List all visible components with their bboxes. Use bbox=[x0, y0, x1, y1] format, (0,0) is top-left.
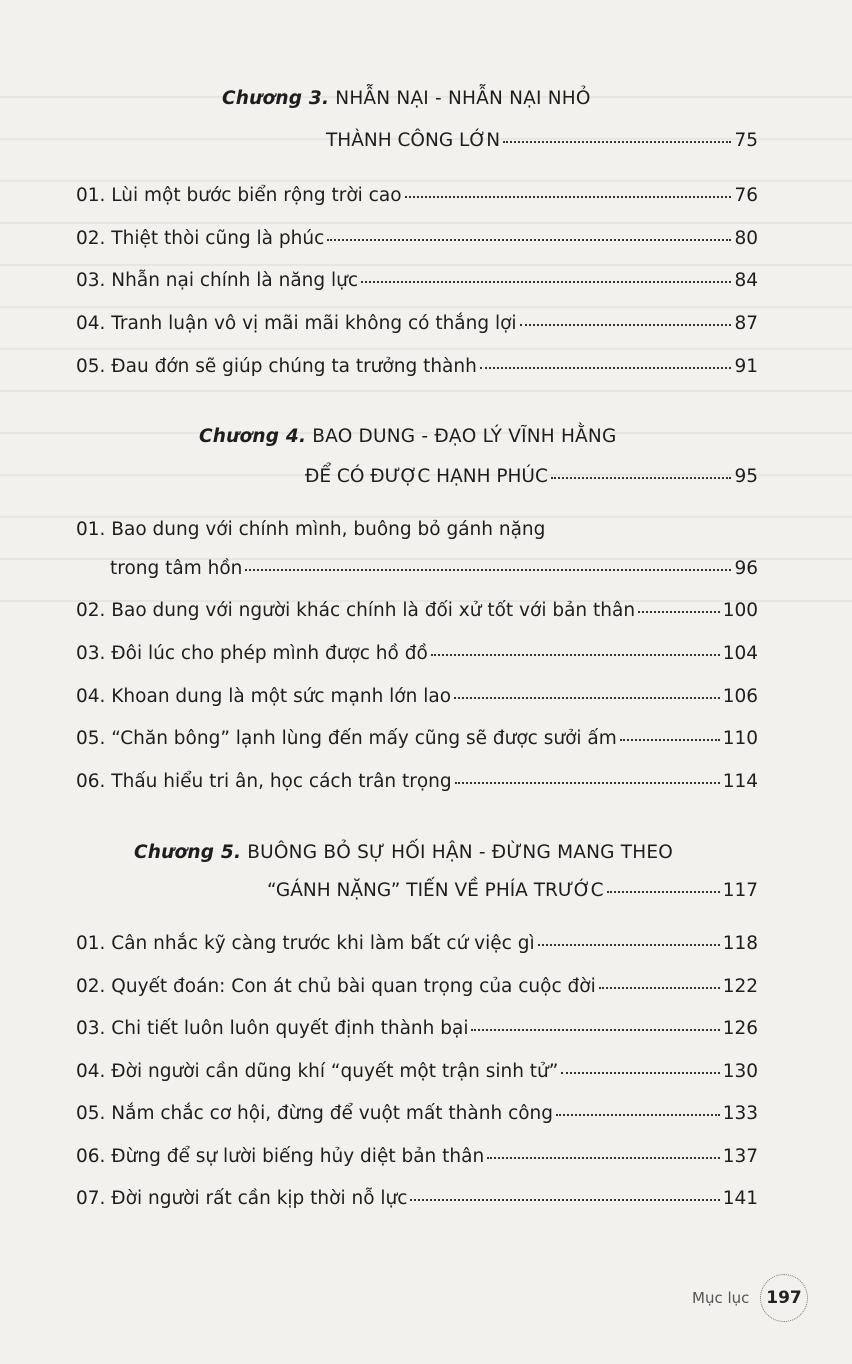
toc-entry[interactable] bbox=[76, 356, 758, 377]
toc-entry[interactable] bbox=[76, 686, 758, 707]
chapter-label: Chương 5. bbox=[134, 842, 242, 863]
page-number: 137 bbox=[722, 1146, 758, 1167]
dot-leader bbox=[245, 569, 731, 571]
toc-entry[interactable] bbox=[76, 1103, 758, 1124]
entry-title: 02. Quyết đoán: Con át chủ bài quan trọng của cuộc đời bbox=[76, 976, 596, 997]
chapter-heading bbox=[222, 88, 591, 109]
toc-entry[interactable] bbox=[76, 771, 758, 792]
chapter-label: Chương 3. bbox=[222, 88, 330, 109]
entry-title: 03. Nhẫn nại chính là năng lực bbox=[76, 270, 359, 291]
toc-entry[interactable] bbox=[76, 728, 758, 749]
entry-title: 05. “Chăn bông” lạnh lùng đến mấy cũng sẽ được sưởi ấm bbox=[76, 728, 617, 749]
chapter-title-cont: “GÁNH NẶNG” TIẾN VỀ PHÍA TRƯỚC bbox=[267, 880, 604, 901]
chapter-title: BAO DUNG - ĐẠO LÝ VĨNH HẰNG bbox=[312, 426, 617, 447]
chapter-title-cont: THÀNH CÔNG LỚN bbox=[326, 130, 501, 151]
page-number: 100 bbox=[722, 600, 758, 621]
page-number: 91 bbox=[734, 356, 758, 377]
page-number: 122 bbox=[722, 976, 758, 997]
page-number: 75 bbox=[734, 130, 758, 151]
dot-leader bbox=[405, 196, 732, 198]
dot-leader bbox=[607, 891, 720, 893]
entry-title: 01. Bao dung với chính mình, buông bỏ gánh nặng bbox=[76, 519, 546, 540]
chapter-title-line[interactable] bbox=[326, 130, 758, 151]
entry-title: 02. Bao dung với người khác chính là đối xử tốt với bản thân bbox=[76, 600, 636, 621]
entry-title: 05. Nắm chắc cơ hội, đừng để vuột mất thành công bbox=[76, 1103, 554, 1124]
dot-leader bbox=[455, 782, 720, 784]
chapter-heading bbox=[199, 426, 617, 447]
toc-entry[interactable] bbox=[76, 976, 758, 997]
dot-leader bbox=[410, 1199, 719, 1201]
dot-leader bbox=[620, 739, 720, 741]
dot-leader bbox=[431, 654, 720, 656]
entry-title: 04. Tranh luận vô vị mãi mãi không có thắng lợi bbox=[76, 313, 517, 334]
toc-entry-label[interactable] bbox=[76, 519, 545, 540]
footer-page-number: 197 bbox=[760, 1274, 808, 1322]
dot-leader bbox=[638, 611, 720, 613]
toc-entry[interactable] bbox=[76, 313, 758, 334]
toc-entry[interactable] bbox=[76, 270, 758, 291]
page-number: 118 bbox=[722, 933, 758, 954]
entry-title: 06. Đừng để sự lười biếng hủy diệt bản thân bbox=[76, 1146, 485, 1167]
toc-entry[interactable] bbox=[76, 1018, 758, 1039]
entry-title: 07. Đời người rất cần kịp thời nỗ lực bbox=[76, 1188, 408, 1209]
chapter-title-line[interactable] bbox=[305, 466, 758, 487]
entry-title: 03. Chi tiết luôn luôn quyết định thành bại bbox=[76, 1018, 469, 1039]
entry-title: 02. Thiệt thòi cũng là phúc bbox=[76, 228, 325, 249]
dot-leader bbox=[599, 987, 720, 989]
entry-title: 06. Thấu hiểu tri ân, học cách trân trọng bbox=[76, 771, 452, 792]
page-number: 106 bbox=[722, 686, 758, 707]
dot-leader bbox=[556, 1114, 720, 1116]
dot-leader bbox=[538, 944, 720, 946]
chapter-label: Chương 4. bbox=[199, 426, 307, 447]
dot-leader bbox=[520, 324, 732, 326]
toc-entry[interactable] bbox=[76, 643, 758, 664]
dot-leader bbox=[561, 1072, 719, 1074]
toc-entry[interactable] bbox=[76, 185, 758, 206]
toc-entry[interactable] bbox=[76, 228, 758, 249]
dot-leader bbox=[503, 141, 731, 143]
toc-entry[interactable] bbox=[76, 600, 758, 621]
page-number: 117 bbox=[722, 880, 758, 901]
toc-entry[interactable] bbox=[76, 1061, 758, 1082]
entry-title: 03. Đôi lúc cho phép mình được hồ đồ bbox=[76, 643, 428, 664]
chapter-title: BUÔNG BỎ SỰ HỐI HẬN - ĐỪNG MANG THEO bbox=[247, 842, 674, 863]
chapter-title: NHẪN NẠI - NHẪN NẠI NHỎ bbox=[335, 88, 591, 109]
toc-entry[interactable] bbox=[76, 1188, 758, 1209]
page-number: 110 bbox=[722, 728, 758, 749]
page-number: 76 bbox=[734, 185, 758, 206]
dot-leader bbox=[327, 239, 731, 241]
page-number: 96 bbox=[734, 558, 758, 579]
page-number: 87 bbox=[734, 313, 758, 334]
page-number: 104 bbox=[722, 643, 758, 664]
page-number: 126 bbox=[722, 1018, 758, 1039]
page-number: 84 bbox=[734, 270, 758, 291]
chapter-heading bbox=[134, 842, 673, 863]
chapter-title-cont: ĐỂ CÓ ĐƯỢC HẠNH PHÚC bbox=[305, 466, 548, 487]
toc-entry[interactable] bbox=[76, 933, 758, 954]
dot-leader bbox=[551, 477, 732, 479]
entry-title: 01. Lùi một bước biển rộng trời cao bbox=[76, 185, 402, 206]
chapter-title-line[interactable] bbox=[267, 880, 758, 901]
page-number: 95 bbox=[734, 466, 758, 487]
dot-leader bbox=[487, 1157, 720, 1159]
page-number: 133 bbox=[722, 1103, 758, 1124]
footer-section-label: Mục lục bbox=[692, 1289, 750, 1307]
entry-title: 04. Đời người cần dũng khí “quyết một trận sinh tử” bbox=[76, 1061, 559, 1082]
page-number: 130 bbox=[722, 1061, 758, 1082]
toc-entry[interactable] bbox=[76, 1146, 758, 1167]
page-number: 114 bbox=[722, 771, 758, 792]
entry-title: 04. Khoan dung là một sức mạnh lớn lao bbox=[76, 686, 452, 707]
entry-title: 05. Đau đớn sẽ giúp chúng ta trưởng thành bbox=[76, 356, 477, 377]
dot-leader bbox=[471, 1029, 719, 1031]
entry-title-cont: trong tâm hồn bbox=[110, 558, 243, 579]
dot-leader bbox=[480, 367, 732, 369]
entry-title: 01. Cân nhắc kỹ càng trước khi làm bất cứ việc gì bbox=[76, 933, 535, 954]
dot-leader bbox=[454, 697, 720, 699]
page-number: 80 bbox=[734, 228, 758, 249]
page-number: 141 bbox=[722, 1188, 758, 1209]
toc-entry[interactable] bbox=[110, 558, 758, 579]
dot-leader bbox=[361, 281, 731, 283]
